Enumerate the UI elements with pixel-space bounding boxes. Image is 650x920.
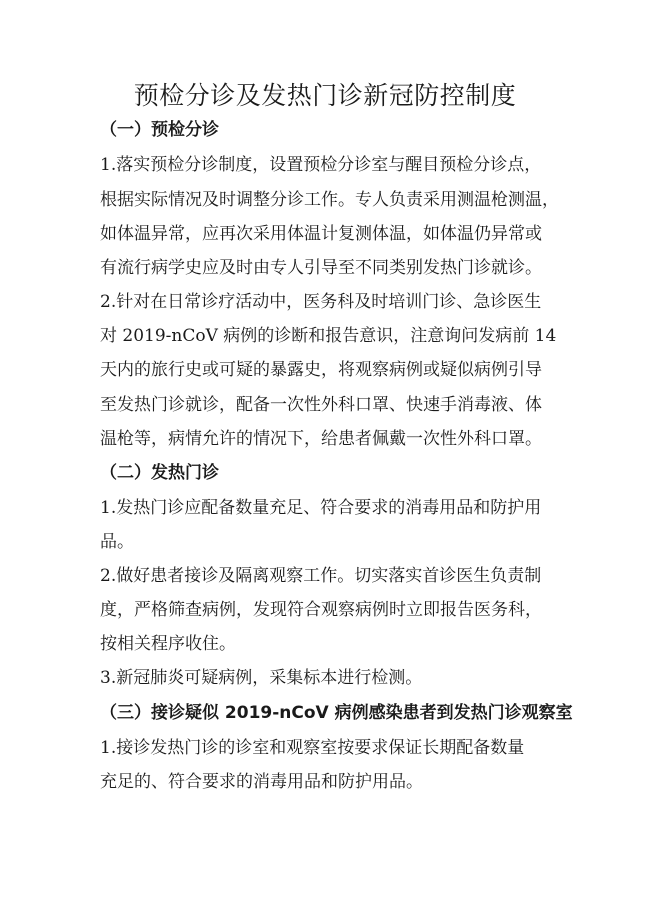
paragraph-line: 2.针对在日常诊疗活动中，医务科及时培训门诊、急诊医生 bbox=[100, 292, 542, 312]
paragraph-line: 根据实际情况及时调整分诊工作。专人负责采用测温枪测温， bbox=[100, 190, 559, 210]
section-heading-3: （三）接诊疑似 2019-nCoV 病例感染患者到发热门诊观察室 bbox=[100, 703, 573, 723]
paragraph-line: 按相关程序收住。 bbox=[100, 634, 236, 654]
paragraph-line: 度，严格筛查病例，发现符合观察病例时立即报告医务科， bbox=[100, 600, 542, 620]
paragraph-line: 1.发热门诊应配备数量充足、符合要求的消毒用品和防护用 bbox=[100, 498, 542, 518]
paragraph-line: 有流行病学史应及时由专人引导至不同类别发热门诊就诊。 bbox=[100, 258, 542, 278]
section-heading-1: （一）预检分诊 bbox=[100, 120, 219, 140]
paragraph-line: 天内的旅行史或可疑的暴露史，将观察病例或疑似病例引导 bbox=[100, 360, 542, 380]
section-heading-2: （二）发热门诊 bbox=[100, 463, 219, 483]
paragraph-line: 至发热门诊就诊，配备一次性外科口罩、快速手消毒液、体 bbox=[100, 395, 542, 415]
paragraph-line: 充足的、符合要求的消毒用品和防护用品。 bbox=[100, 772, 423, 792]
paragraph-line: 1.接诊发热门诊的诊室和观察室按要求保证长期配备数量 bbox=[100, 738, 525, 758]
paragraph-line: 品。 bbox=[100, 532, 134, 552]
paragraph-line: 温枪等，病情允许的情况下，给患者佩戴一次性外科口罩。 bbox=[100, 429, 542, 449]
paragraph-line: 如体温异常，应再次采用体温计复测体温，如体温仍异常或 bbox=[100, 224, 542, 244]
paragraph-line: 1.落实预检分诊制度，设置预检分诊室与醒目预检分诊点， bbox=[100, 155, 542, 175]
paragraph-line: 2.做好患者接诊及隔离观察工作。切实落实首诊医生负责制 bbox=[100, 566, 542, 586]
paragraph-line: 3.新冠肺炎可疑病例，采集标本进行检测。 bbox=[100, 668, 423, 688]
document-title: 预检分诊及发热门诊新冠防控制度 bbox=[133, 81, 517, 110]
paragraph-line: 对 2019-nCoV 病例的诊断和报告意识，注意询问发病前 14 bbox=[100, 326, 557, 346]
